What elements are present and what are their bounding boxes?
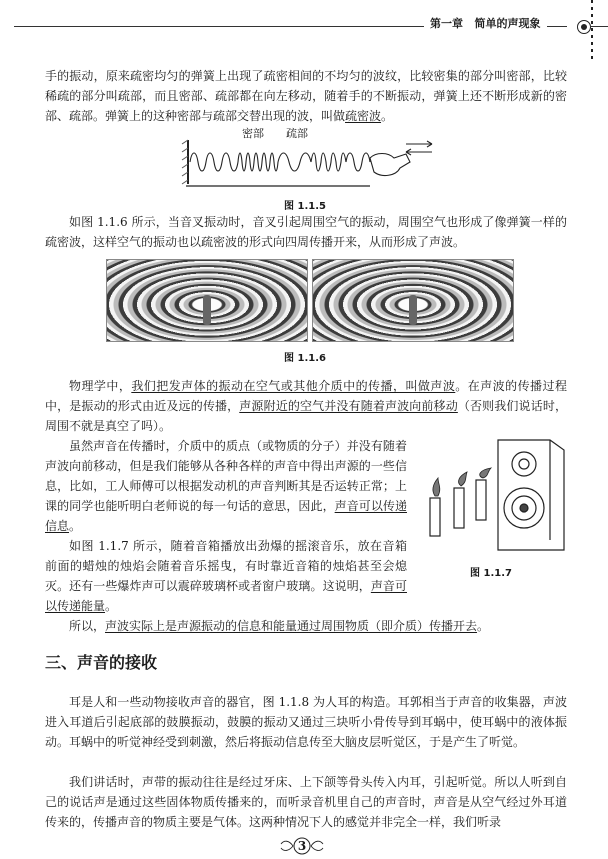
label-sparse: 疏部 <box>286 127 308 140</box>
header-ornament-icon <box>577 20 591 34</box>
tuning-fork-icon <box>409 295 417 325</box>
figure-spring <box>180 128 440 190</box>
header-dotted-line <box>591 0 593 60</box>
chapter-title: 简单的声现象 <box>474 17 541 30</box>
caption-fig-1-1-5: 图 1.1.5 <box>284 201 326 212</box>
running-header <box>424 14 547 34</box>
paragraph-sound-energy: 如图 1.1.7 所示，随着音箱播放出劲爆的摇滚音乐，放在音箱前面的蜡烛的烛焰会随着音乐摇曳，有时靠近音箱的烛焰甚至会熄灭。还有一些爆炸声可以震碎玻璃杯或者窗户玻璃。这说明，声音可以传递能量。 <box>45 539 407 613</box>
definition-sound-wave: 我们把发声体的振动在空气或其他介质中的传播，叫做声波 <box>131 379 456 393</box>
photo-tuning-fork-left <box>106 259 308 342</box>
summary-statement: 声波实际上是声源振动的信息和能量通过周围物质（即介质）传播开去 <box>105 619 478 633</box>
label-dense: 密部 <box>242 127 264 140</box>
paragraph-spring-wave: 手的振动，原来疏密均匀的弹簧上出现了疏密相间的不均匀的波纹，比较密集的部分叫密部，比较稀疏的部分叫疏部，而且密部、疏部都在向左移动，随着手的不断振动，弹簧上还不断形成新的密部、疏部。弹簧上的这种密部与疏部交替出现的波，叫做疏密波。 <box>45 69 567 123</box>
page-number: 3 <box>278 836 326 856</box>
photo-tuning-fork-right <box>312 259 514 342</box>
chapter-number: 第一章 <box>430 17 463 30</box>
caption-fig-1-1-7: 图 1.1.7 <box>470 568 512 579</box>
section-heading: 三、声音的接收 <box>45 653 158 672</box>
conclusion-energy: 声音可以传递能量 <box>45 579 407 613</box>
paragraph-sound-wave-definition: 物理学中，我们把发声体的振动在空气或其他介质中的传播，叫做声波。在声波的传播过程中，是振动的形式由近及远的传播，声源附近的空气并没有随着声波向前移动（否则我们说话时，周围不就是真空了吗）。 <box>45 379 567 433</box>
spring-illustration <box>180 128 440 190</box>
paragraph-tuning-fork: 如图 1.1.6 所示，当音叉振动时，音叉引起周围空气的振动，周围空气也形成了像弹簧一样的疏密波，这样空气的振动也以疏密波的形式向四周传播开来，从而形成了声波。 <box>45 215 567 249</box>
paragraph-ear-structure: 耳是人和一些动物接收声音的器官，图 1.1.8 为人耳的构造。耳郭相当于声音的收集器，声波进入耳道后引起底部的鼓膜振动，鼓膜的振动又通过三块听小骨传导到耳蜗中，使耳蜗中的液体振动。耳蜗中的听觉神经受到刺激，然后将振动信息传至大脑皮层听觉区，于是产生了听觉。 <box>45 695 567 749</box>
caption-fig-1-1-6: 图 1.1.6 <box>284 353 326 364</box>
paragraph-bone-conduction: 我们讲话时，声带的振动往往是经过牙床、上下颌等骨头传入内耳，引起听觉。所以人听到自己的说话声是通过这些固体物质传播来的，而听录音机里自己的声音时，声音是从空气经过外耳道传来的，传播声音的物质主要是气体。这两种情况下人的感觉并非完全一样，我们听录 <box>45 775 567 829</box>
tuning-fork-icon <box>203 295 211 325</box>
term-longitudinal-wave: 疏密波 <box>345 109 382 123</box>
paragraph-sound-information: 虽然声音在传播时，介质中的质点（或物质的分子）并没有随着声波向前移动，但是我们能够从各种各样的声音中得出声源的一些信息，比如，工人师傅可以根据发动机的声音判断其是否运转正常；上课的同学也能听明白老师说的每一句话的意思，因此，声音可以传递信息。 <box>45 439 407 533</box>
conclusion-information: 声音可以传递信息 <box>45 499 407 533</box>
paragraph-summary: 所以，声波实际上是声源振动的信息和能量通过周围物质（即介质）传播开去。 <box>69 619 490 633</box>
figure-speaker-candles <box>418 436 568 556</box>
speaker-candles-illustration <box>418 436 568 556</box>
